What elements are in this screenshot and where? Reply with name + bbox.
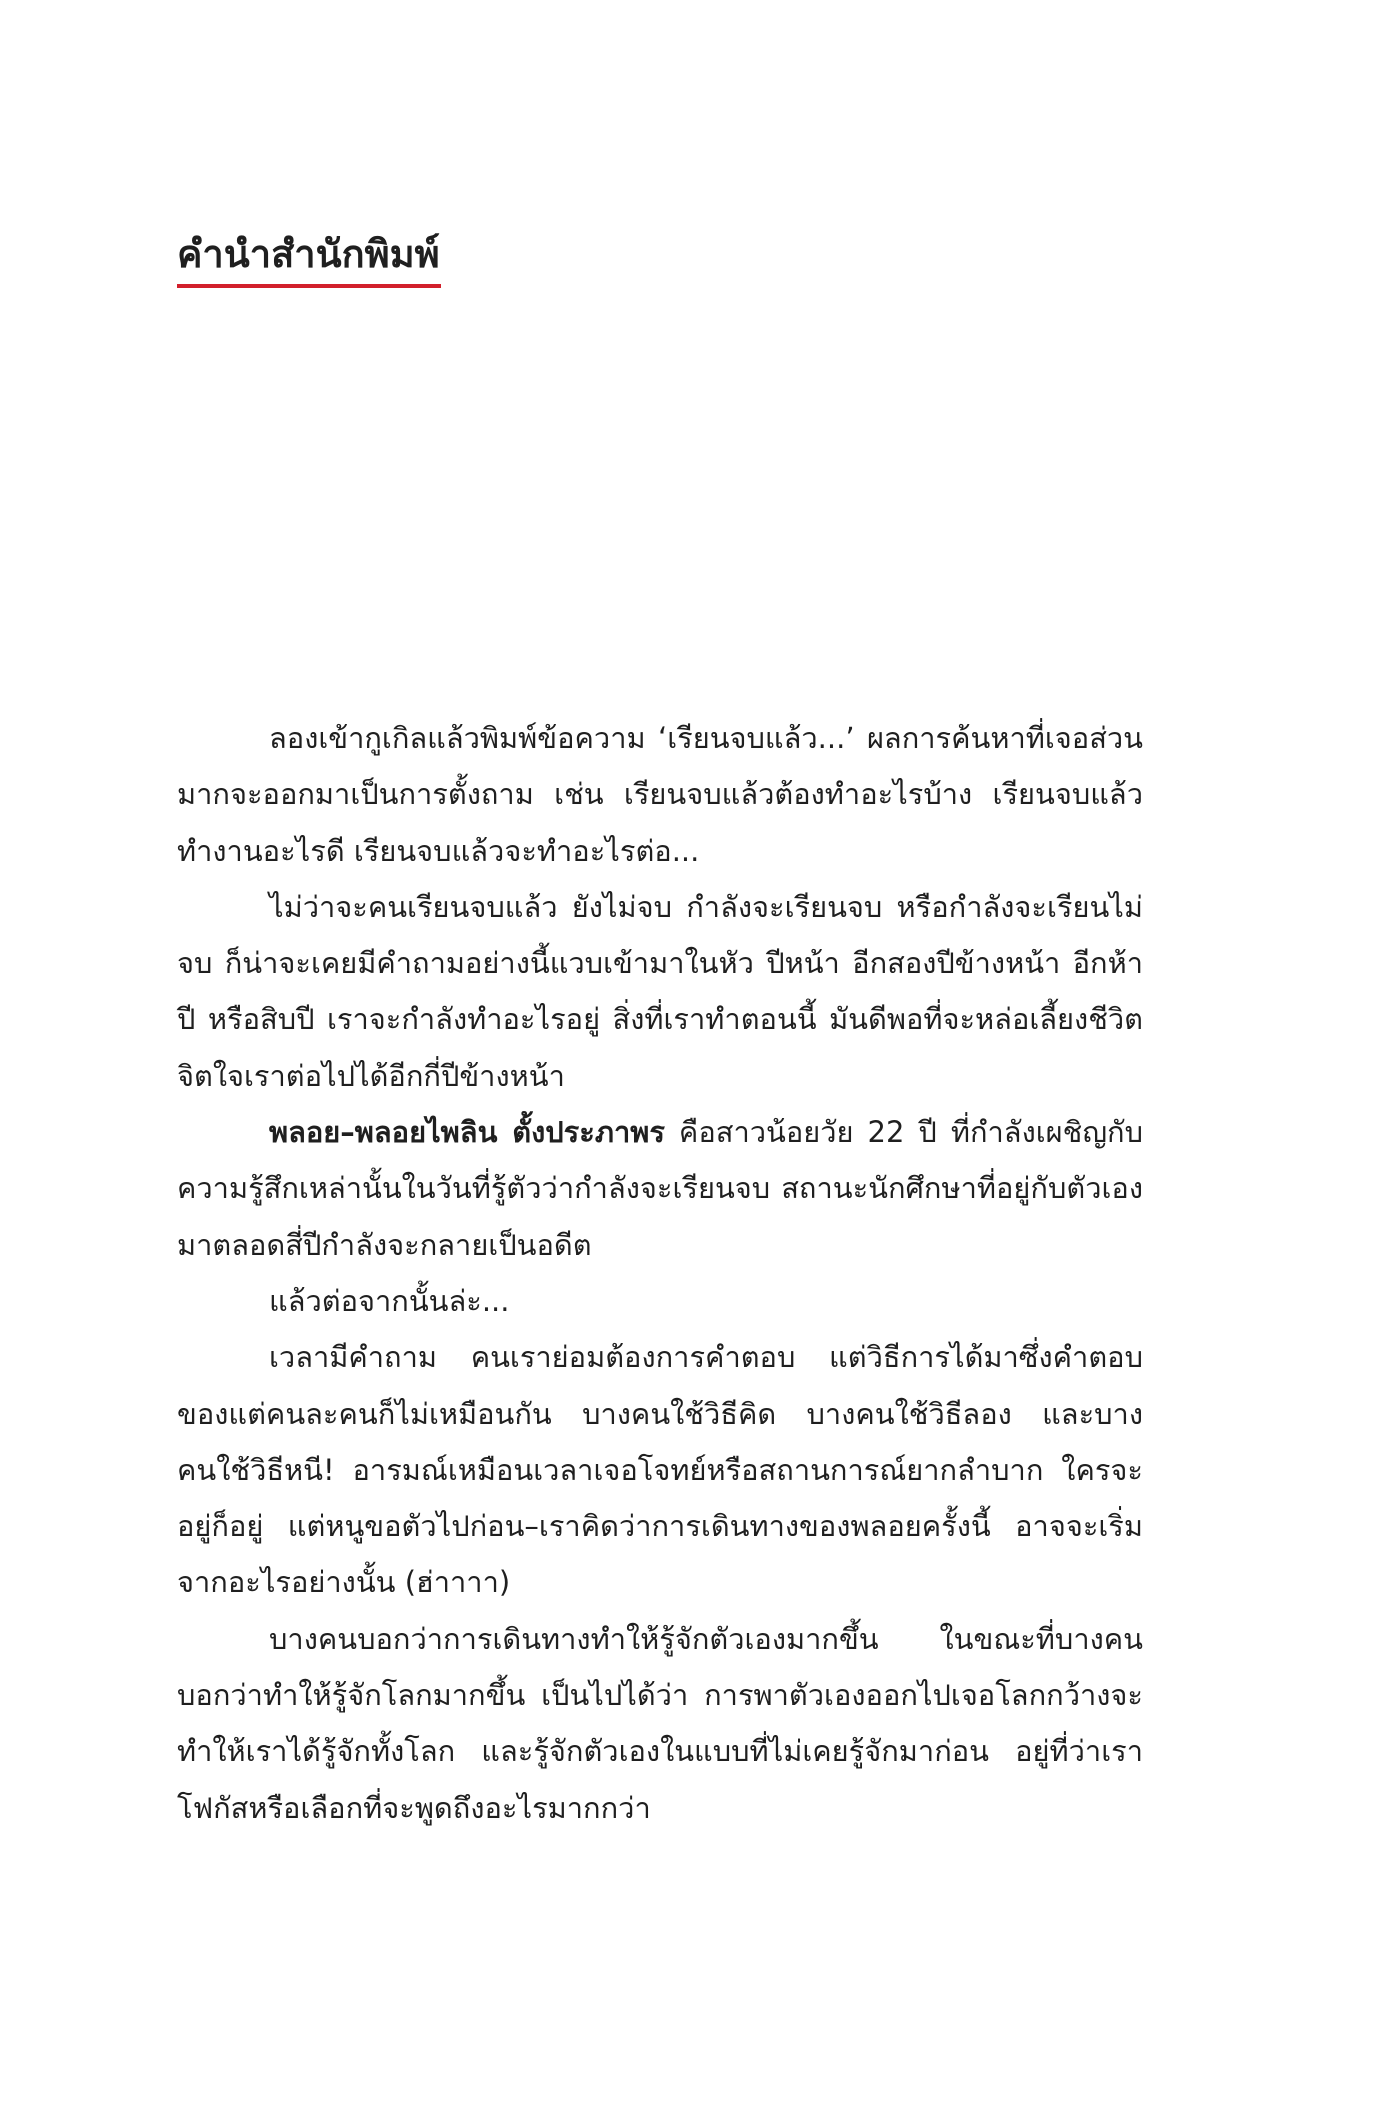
page-heading: คำนำสำนักพิมพ์	[177, 232, 440, 276]
paragraph	[177, 879, 1143, 1104]
paragraph	[177, 710, 1143, 879]
paragraph	[177, 1104, 1143, 1273]
paragraph	[177, 1611, 1143, 1836]
heading-underline	[177, 284, 441, 288]
paragraph-text: ไม่ว่าจะคนเรียนจบแล้ว ยังไม่จบ กำลังจะเรียนจบ หรือกำลังจะเรียนไม่จบ ก็น่าจะเคยมีคำถามอย่างนี้แวบเข้ามาในหัว ปีหน้า อีกสองปีข้างหน้า อีกห้าปี หรือสิบปี เราจะกำลังทำอะไรอยู่ สิ่งที่เราทำตอนนี้ มันดีพอที่จะหล่อเลี้ยงชีวิตจิตใจเราต่อไปได้อีกกี่ปีข้างหน้า	[177, 889, 1143, 1093]
author-name: พลอย–พลอยไพลิน ตั้งประภาพร	[269, 1115, 665, 1150]
paragraph-text: เวลามีคำถาม คนเราย่อมต้องการคำตอบ แต่วิธีการได้มาซึ่งคำตอบของแต่คนละคนก็ไม่เหมือนกัน บางคนใช้วิธีคิด บางคนใช้วิธีลอง และบางคนใช้วิธีหนี! อารมณ์เหมือนเวลาเจอโจทย์หรือสถานการณ์ยากลำบาก ใครจะอยู่ก็อยู่ แต่หนูขอตัวไปก่อน–เราคิดว่าการเดินทางของพลอยครั้งนี้ อาจจะเริ่มจากอะไรอย่างนั้น (ฮ่าาาา)	[177, 1340, 1143, 1600]
body-text	[177, 710, 1143, 1836]
paragraph-text: แล้วต่อจากนั้นล่ะ...	[269, 1283, 510, 1318]
paragraph	[177, 1329, 1143, 1610]
paragraph-text: คือสาวน้อยวัย 22 ปี ที่กำลังเผชิญกับความรู้สึกเหล่านั้นในวันที่รู้ตัวว่ากำลังจะเรียนจบ สถานะนักศึกษาที่อยู่กับตัวเองมาตลอดสี่ปีกำลังจะกลายเป็นอดีต	[177, 1115, 1143, 1262]
paragraph-text: บางคนบอกว่าการเดินทางทำให้รู้จักตัวเองมากขึ้น ในขณะที่บางคนบอกว่าทำให้รู้จักโลกมากขึ้น เป็นไปได้ว่า การพาตัวเองออกไปเจอโลกกว้างจะทำให้เราได้รู้จักทั้งโลก และรู้จักตัวเองในแบบที่ไม่เคยรู้จักมาก่อน อยู่ที่ว่าเราโฟกัสหรือเลือกที่จะพูดถึงอะไรมากกว่า	[177, 1621, 1143, 1825]
paragraph-text: ลองเข้ากูเกิลแล้วพิมพ์ข้อความ ‘เรียนจบแล้ว...’ ผลการค้นหาที่เจอส่วนมากจะออกมาเป็นการตั้งถาม เช่น เรียนจบแล้วต้องทำอะไรบ้าง เรียนจบแล้วทำงานอะไรดี เรียนจบแล้วจะทำอะไรต่อ...	[177, 721, 1143, 868]
heading-block	[177, 228, 441, 288]
paragraph	[177, 1273, 1143, 1329]
